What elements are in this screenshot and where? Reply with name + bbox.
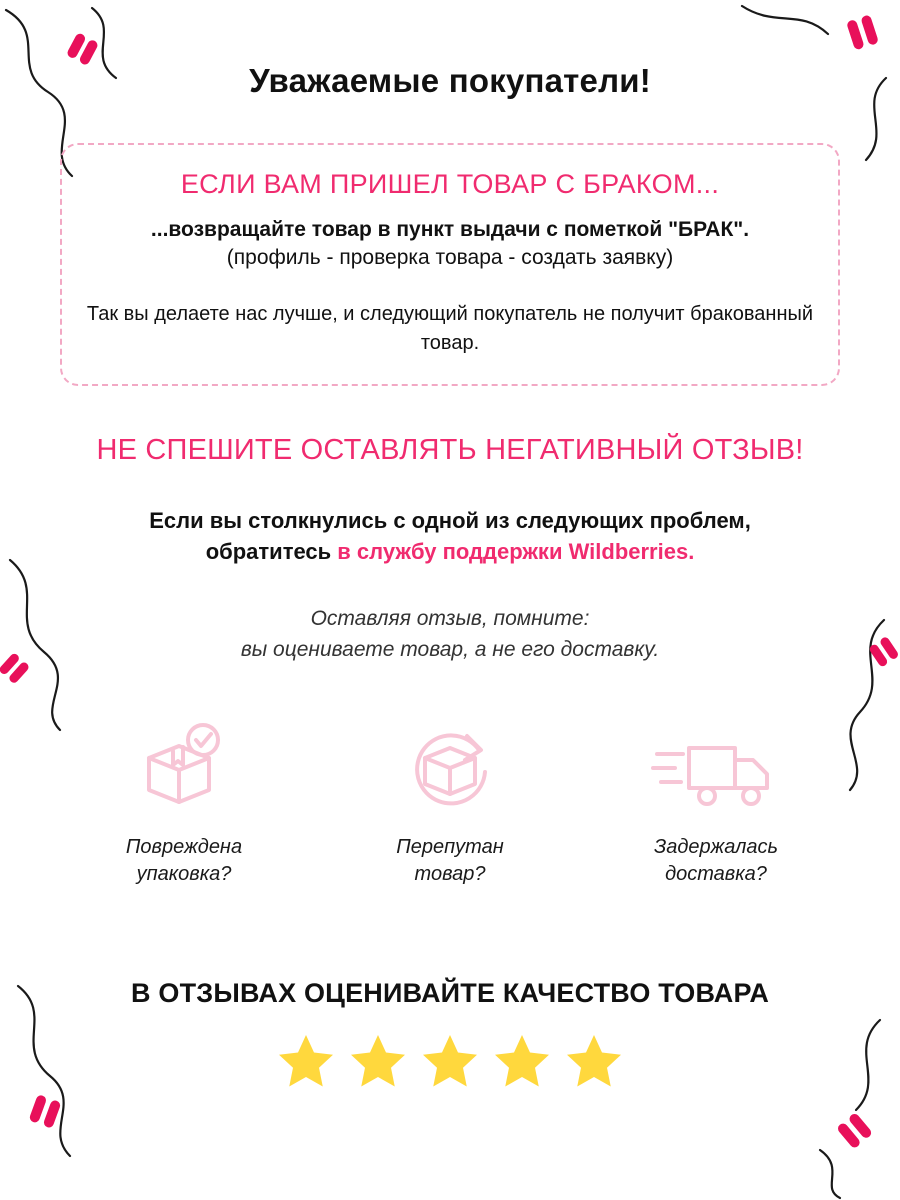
defect-action-text: ...возвращайте товар в пункт выдачи с пометкой "БРАК". (150, 218, 750, 241)
defect-note-text: Так вы делаете нас лучше, и следующий покупатель не получит бракованный товар. (86, 303, 814, 354)
remember-note (60, 604, 840, 665)
support-line-1: Если вы столкнулись с одной из следующих проблем, (149, 508, 751, 533)
delivery-truck-icon (616, 720, 816, 816)
defect-instructions-box (60, 143, 840, 386)
problem-item-late-delivery (616, 720, 816, 888)
star-icon (419, 1031, 481, 1091)
support-line-2-prefix: обратитесь (205, 539, 338, 565)
quality-heading: В ОТЗЫВАХ ОЦЕНИВАЙТЕ КАЧЕСТВО ТОВАРА (130, 978, 770, 1009)
negative-review-heading: НЕ СПЕШИТЕ ОСТАВЛЯТЬ НЕГАТИВНЫЙ ОТЗЫВ! (96, 434, 804, 466)
caption-line-1: Задержалась (653, 836, 779, 859)
defect-heading: ЕСЛИ ВАМ ПРИШЕЛ ТОВАР С БРАКОМ... (180, 169, 720, 199)
remember-line-2: вы оцениваете товар, а не его доставку. (240, 637, 660, 661)
rating-stars (60, 1031, 840, 1091)
problem-icons-row (60, 720, 840, 888)
caption-line-2: товар? (414, 863, 486, 886)
page-title: Уважаемые покупатели! (249, 62, 651, 99)
defect-path-text: (профиль - проверка товара - создать заявку) (226, 246, 674, 269)
star-icon (563, 1031, 625, 1091)
problem-item-wrong-item (350, 720, 550, 888)
damaged-box-icon (84, 720, 284, 816)
remember-line-1: Оставляя отзыв, помните: (310, 607, 590, 631)
problem-caption-late-delivery (616, 834, 816, 888)
wrong-item-return-icon (350, 720, 550, 816)
caption-line-1: Повреждена (125, 836, 243, 859)
star-icon (347, 1031, 409, 1091)
support-link-text: в службу поддержки Wildberries. (337, 539, 695, 565)
problem-item-damaged-package (84, 720, 284, 888)
caption-line-1: Перепутан (396, 836, 504, 859)
caption-line-2: упаковка? (136, 863, 232, 886)
star-icon (491, 1031, 553, 1091)
problem-caption-wrong-item (350, 834, 550, 888)
problem-caption-damaged-package (84, 834, 284, 888)
poster-content (0, 62, 900, 1091)
star-icon (275, 1031, 337, 1091)
caption-line-2: доставка? (665, 863, 767, 886)
support-instruction (60, 505, 840, 567)
